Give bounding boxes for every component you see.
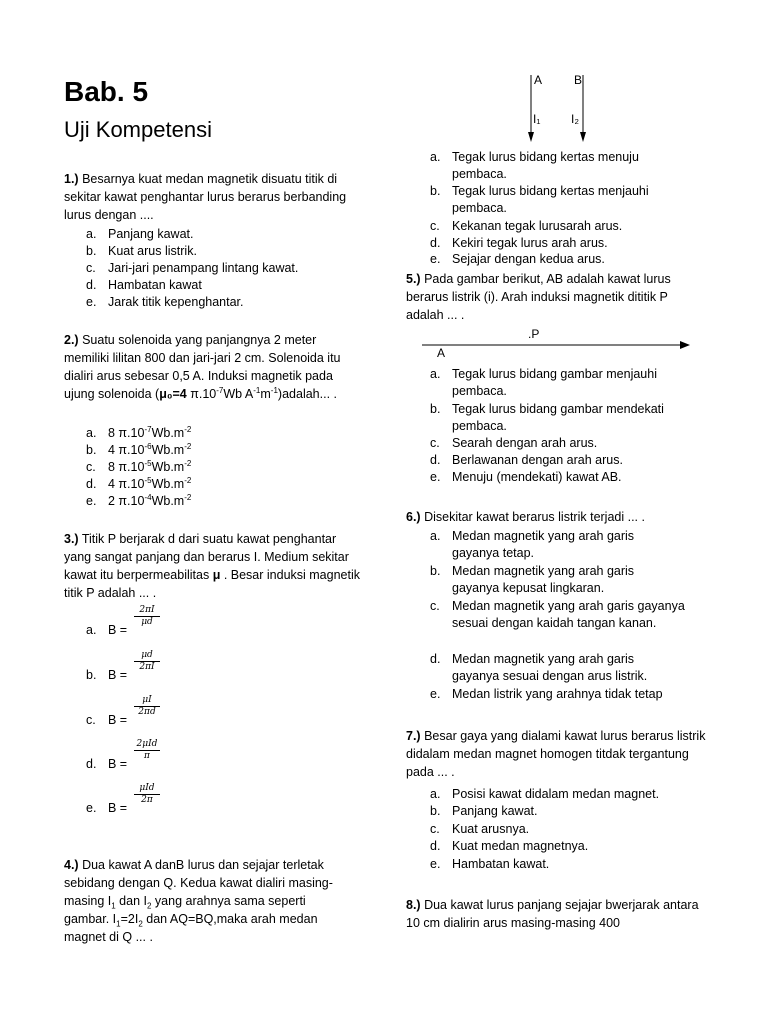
option-letter: e. [86, 295, 97, 309]
formula-prefix: B = [108, 801, 128, 815]
option-letter: b. [86, 443, 97, 457]
option-text: Searah dengan arah arus. [452, 436, 598, 450]
option-letter: d. [86, 757, 97, 771]
option-text: Sejajar dengan kedua arus. [452, 252, 605, 266]
formula-prefix: B = [108, 668, 128, 682]
option-letter: a. [86, 623, 97, 637]
exponent: -1 [270, 385, 278, 395]
wires-diagram [520, 70, 600, 150]
subscript: 2 [146, 901, 152, 911]
q2-options [86, 425, 366, 510]
section-title: Uji Kompetensi [64, 117, 212, 142]
question-number: 3.) [64, 532, 79, 546]
option-letter: e. [86, 494, 97, 508]
question-3 [64, 530, 364, 602]
option-letter: b. [430, 402, 441, 416]
option-letter: c. [86, 460, 96, 474]
question-text: magnet di Q ... . [64, 930, 153, 944]
label-i1: I₁ [533, 112, 541, 126]
point-a-label: A [437, 346, 446, 360]
numerator: μI [134, 695, 160, 707]
question-text: Besarnya kuat medan magnetik disuatu titik di sekitar kawat penghantar lurus berarus berbanding lurus dengan .... [64, 172, 347, 222]
option-letter: d. [430, 839, 441, 853]
option-text: Tegak lurus bidang gambar menjauhi pembaca. [452, 367, 657, 398]
question-5 [406, 270, 706, 324]
wire-ab-diagram [420, 328, 695, 364]
unit: Wb.m [151, 477, 185, 491]
option-letter: b. [430, 564, 441, 578]
option-value: 8 π.10 [108, 460, 145, 474]
question-text: Disekitar kawat berarus listrik terjadi ... . [424, 510, 645, 524]
mu-zero: μ₀=4 [159, 387, 187, 401]
question-text: . Besar induksi magnetik titik P adalah ... . [64, 568, 360, 600]
option-letter: d. [430, 652, 441, 666]
wires-figure [520, 70, 600, 150]
option-letter: e. [86, 801, 97, 815]
exponent: -5 [144, 458, 152, 468]
option-value: 4 π.10 [108, 477, 145, 491]
option-letter: c. [430, 599, 440, 613]
denominator: 2πI [139, 662, 155, 672]
option-letter: d. [86, 477, 97, 491]
option-letter: d. [430, 453, 441, 467]
question-text: Dua kawat A danB lurus dan sejajar terletak [82, 858, 324, 872]
denominator: 2πd [138, 707, 156, 717]
q3-options [86, 600, 206, 830]
option-letter: c. [86, 713, 96, 727]
text-part: m [260, 387, 271, 401]
question-2 [64, 331, 364, 403]
option-letter: c. [86, 261, 96, 275]
formula-prefix: B = [108, 623, 128, 637]
text-part: π.10 [186, 387, 217, 401]
q6-options [430, 528, 710, 708]
q1-options [86, 226, 366, 316]
exponent: -4 [144, 492, 152, 502]
option-text: Medan listrik yang arahnya tidak tetap [452, 687, 663, 701]
option-letter: e. [430, 252, 441, 266]
option-letter: d. [86, 278, 97, 292]
option-text: Medan magnetik yang arah garis gayanya kepusat lingkaran. [452, 564, 635, 595]
question-1 [64, 170, 364, 224]
question-number: 5.) [406, 272, 421, 286]
question-text: Suatu solenoida yang panjangnya 2 meter memiliki lilitan 800 dan jari-jari 2 cm. Solenoida itu dialiri arus sebesar 0,5 A. Induksi magnetik pada ujung solenoida ( [64, 333, 341, 401]
exponent: -6 [144, 441, 152, 451]
denominator: μd [141, 617, 153, 627]
arrow-right-icon [680, 341, 690, 349]
numerator: 2πI [134, 605, 160, 617]
option-text: Menuju (mendekati) kawat AB. [452, 470, 622, 484]
numerator: μd [134, 650, 160, 662]
numerator: μId [134, 783, 160, 795]
option-text: Jarak titik kepenghantar. [108, 295, 244, 309]
option-text: Kuat medan magnetnya. [452, 839, 589, 853]
option-text: Posisi kawat didalam medan magnet. [452, 787, 660, 801]
option-text: Panjang kawat. [108, 227, 194, 241]
mu-symbol: μ [212, 568, 221, 582]
option-letter: a. [430, 367, 441, 381]
exponent: -5 [144, 475, 152, 485]
option-text: Medan magnetik yang arah garis gayanya sesuai dengan kaidah tangan kanan. [452, 599, 685, 630]
option-text: Tegak lurus bidang kertas menjauhi pembaca. [452, 184, 649, 215]
question-6 [406, 508, 706, 526]
q4-options [430, 149, 710, 269]
text-part: gambar. I [64, 912, 117, 926]
option-letter: a. [86, 227, 97, 241]
formula-fraction [134, 605, 160, 628]
option-text: Kekiri tegak lurus arah arus. [452, 236, 608, 250]
question-4 [64, 856, 374, 946]
exponent: -2 [184, 458, 192, 468]
subscript: 1 [111, 901, 116, 911]
question-number: 4.) [64, 858, 79, 872]
question-number: 8.) [406, 898, 421, 912]
question-text: Titik P berjarak d dari suatu kawat penghantar yang sangat panjang dan berarus I. Medium sekitar kawat itu berpermeabilitas [64, 532, 349, 582]
q7-options [430, 786, 710, 876]
option-letter: e. [430, 857, 441, 871]
formula-prefix: B = [108, 713, 128, 727]
text-part: =2I [120, 912, 139, 926]
option-text: Hambatan kawat. [452, 857, 550, 871]
label-i2: I₂ [571, 112, 579, 126]
option-value: 4 π.10 [108, 443, 145, 457]
exponent: -2 [184, 441, 192, 451]
question-text: Pada gambar berikut, AB adalah kawat lurus berarus listrik (i). Arah induksi magnetik dititik P adalah ... . [406, 272, 671, 322]
question-text: Dua kawat lurus panjang sejajar bwerjarak antara 10 cm dialirin arus masing-masing 400 [406, 898, 699, 930]
option-text: Kuat arus listrik. [108, 244, 197, 258]
option-letter: b. [430, 804, 441, 818]
option-letter: c. [430, 436, 440, 450]
option-letter: e. [430, 687, 441, 701]
option-e[interactable] [86, 783, 206, 840]
text-part: yang arahnya sama seperti [151, 894, 306, 908]
exponent: -7 [216, 385, 224, 395]
point-p-label: .P [528, 327, 540, 341]
wire-ab-figure [420, 328, 695, 364]
option-value: 8 π.10 [108, 426, 145, 440]
option-value: 2 π.10 [108, 494, 145, 508]
option-letter: d. [430, 236, 441, 250]
subscript: 1 [116, 919, 121, 929]
option-text: Tegak lurus bidang gambar mendekati pembaca. [452, 402, 664, 433]
option-letter: c. [430, 219, 440, 233]
exponent: -2 [184, 424, 192, 434]
option-text: Panjang kawat. [452, 804, 538, 818]
arrow-head-icon [528, 132, 534, 142]
option-text: Hambatan kawat [108, 278, 202, 292]
option-letter: b. [86, 668, 97, 682]
denominator: π [144, 751, 150, 761]
label-a: A [534, 73, 543, 87]
option-letter: a. [430, 150, 441, 164]
text-part: dan AQ=BQ,maka arah medan [142, 912, 318, 926]
option-text: Jari-jari penampang lintang kawat. [108, 261, 299, 275]
formula-fraction [134, 783, 160, 806]
option-letter: e. [430, 470, 441, 484]
exponent: -2 [184, 492, 192, 502]
denominator: 2π [141, 795, 153, 805]
option-text: Medan magnetik yang arah garis gayanya tetap. [452, 529, 635, 560]
question-number: 2.) [64, 333, 79, 347]
unit: Wb.m [151, 460, 185, 474]
option-letter: b. [86, 244, 97, 258]
option-text: Tegak lurus bidang kertas menuju pembaca. [452, 150, 639, 181]
option-letter: a. [430, 787, 441, 801]
subscript: 2 [138, 919, 143, 929]
option-text: Kuat arusnya. [452, 822, 530, 836]
unit: Wb.m [151, 443, 185, 457]
q5-options [430, 366, 710, 491]
option-letter: b. [430, 184, 441, 198]
option-letter: a. [430, 529, 441, 543]
numerator: 2μId [134, 739, 160, 751]
question-text: Besar gaya yang dialami kawat lurus berarus listrik didalam medan magnet homogen titdak tergantung pada ... . [406, 729, 706, 779]
option-letter: c. [430, 822, 440, 836]
arrow-head-icon [580, 132, 586, 142]
option-text: Berlawanan dengan arah arus. [452, 453, 623, 467]
exponent: -2 [184, 475, 192, 485]
unit: Wb.m [151, 494, 185, 508]
question-text: sebidang dengan Q. Kedua kawat dialiri masing- [64, 876, 333, 890]
formula-fraction [134, 739, 160, 762]
unit: Wb.m [151, 426, 185, 440]
formula-fraction [134, 695, 160, 718]
text-part: dan I [115, 894, 147, 908]
question-8 [406, 896, 706, 932]
question-7 [406, 727, 706, 781]
text-part: masing I [64, 894, 112, 908]
question-number: 1.) [64, 172, 79, 186]
formula-prefix: B = [108, 757, 128, 771]
option-text: Kekanan tegak lurusarah arus. [452, 219, 623, 233]
question-number: 6.) [406, 510, 421, 524]
option-letter: a. [86, 426, 97, 440]
text-part: )adalah... . [277, 387, 337, 401]
formula-fraction [134, 650, 160, 673]
chapter-heading: Bab. 5 [64, 76, 149, 107]
exponent: -1 [253, 385, 261, 395]
exponent: -7 [144, 424, 152, 434]
question-number: 7.) [406, 729, 421, 743]
label-b: B [574, 73, 583, 87]
text-part: Wb A [223, 387, 254, 401]
option-text: Medan magnetik yang arah garis gayanya sesuai dengan arus listrik. [452, 652, 648, 683]
